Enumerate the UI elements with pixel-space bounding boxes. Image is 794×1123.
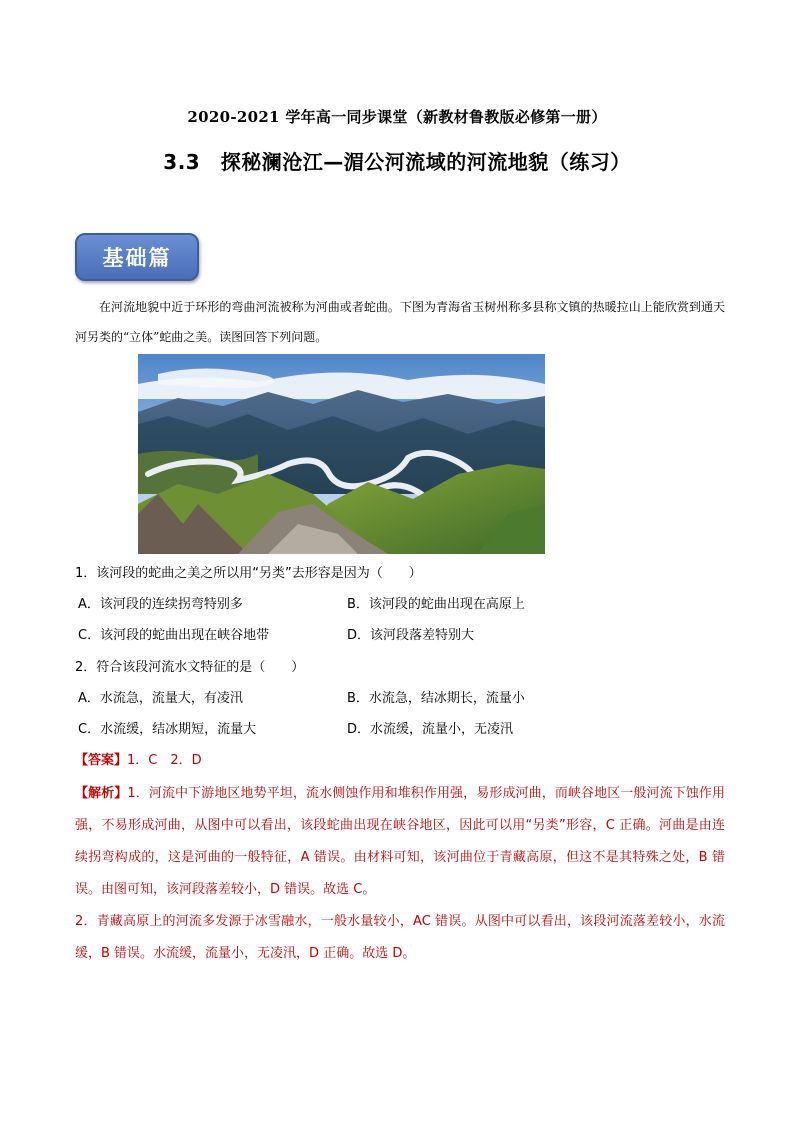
river-meander-photo — [138, 354, 545, 554]
analysis-part-1 — [75, 778, 725, 906]
question-2-option-c: C．水流缓，结冰期短，流量大 — [78, 722, 257, 737]
section-badge-label: 基础篇 — [102, 245, 172, 270]
question-1-option-c: C．该河段的蛇曲出现在峡谷地带 — [78, 628, 270, 643]
answer-text: 1．C 2．D — [127, 753, 202, 768]
intro-paragraph: 在河流地貌中近于环形的弯曲河流被称为河曲或者蛇曲。下图为青海省玉树州称多县称文镇的热暖拉山上能欣赏到通天河另类的“立体”蛇曲之美。读图回答下列问题。 — [75, 300, 725, 344]
question-1-option-b: B．该河段的蛇曲出现在高原上 — [347, 597, 525, 612]
analysis-tag: 【解析】 — [75, 786, 128, 801]
analysis-part-2 — [75, 906, 725, 970]
question-1-stem: 1．该河段的蛇曲之美之所以用“另类”去形容是因为（ ） — [75, 566, 422, 581]
answer-tag: 【答案】 — [75, 753, 128, 768]
question-2-option-b: B．水流急，结冰期长，流量小 — [347, 691, 525, 706]
document-title: 2020-2021 学年高一同步课堂（新教材鲁教版必修第一册） — [187, 108, 607, 126]
landscape-image — [138, 354, 545, 554]
answer-line — [75, 751, 202, 771]
section-badge — [75, 233, 199, 281]
question-2-stem: 2．符合该段河流水文特征的是（ ） — [75, 660, 305, 675]
question-2-option-a: A．水流急，流量大，有凌汛 — [78, 691, 243, 706]
question-2-option-d: D．水流缓，流量小，无凌汛 — [347, 722, 514, 737]
question-1-option-d: D．该河段落差特别大 — [347, 628, 475, 643]
lesson-title: 3.3 探秘澜沧江—湄公河流域的河流地貌（练习） — [163, 150, 631, 174]
question-1-option-a: A．该河段的连续拐弯特别多 — [78, 597, 243, 612]
analysis-text-1: 1．河流中下游地区地势平坦，流水侧蚀作用和堆积作用强，易形成河曲，而峡谷地区一般河流下蚀作用强，不易形成河曲，从图中可以看出，该段蛇曲出现在峡谷地区，因此可以用“另类”形容，C 正确。河曲是由连续拐弯构成的，这是河曲的一般特征，A 错误。由材料可知，该河曲位于青藏高原，但这不是其特殊之处，B 错误。由图可知，该河段落差较小，D 错误。故选 C。 — [75, 786, 725, 897]
analysis-text-2: 2．青藏高原上的河流多发源于冰雪融水，一般水量较小，AC 错误。从图中可以看出，该段河流落差较小，水流缓，B 错误。水流缓，流量小，无凌汛，D 正确。故选 D。 — [75, 914, 725, 961]
